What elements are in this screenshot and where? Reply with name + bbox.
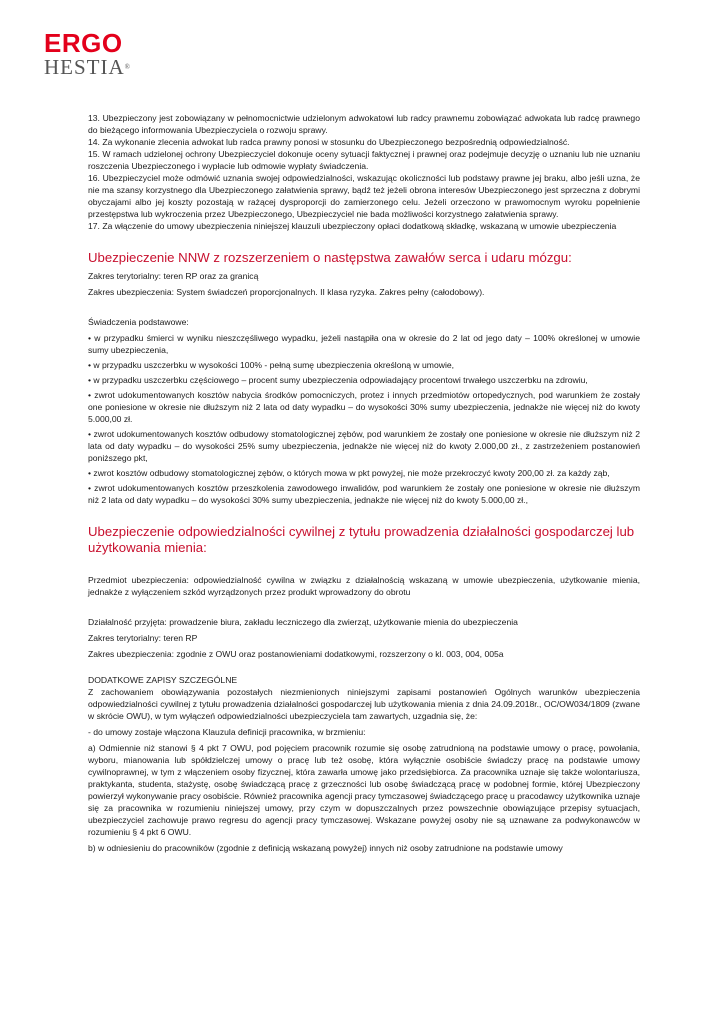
document-body xyxy=(88,112,640,854)
benefit-item: • w przypadku uszczerbku częściowego – procent sumy ubezpieczenia odpowiadający procentowi trwałego uszczerbku na zdrowiu, xyxy=(88,375,588,385)
benefit-item: • zwrot kosztów odbudowy stomatologicznej zębów, o których mowa w pkt powyżej, nie może przekroczyć kwoty 200,00 zł. za każdy ząb, xyxy=(88,468,610,478)
oc-territory: Zakres terytorialny: teren RP xyxy=(88,633,198,643)
logo-hestia-word: HESTIA xyxy=(44,55,125,79)
benefit-item: • zwrot udokumentowanych kosztów odbudowy stomatologicznej zębów, pod warunkiem że zostały one poniesione w okresie nie dłuższym niż 2 lata od daty wypadku – do wysokości 25% sumy ubezpieczenia, jednakże nie więcej niż do kwoty 2.000,00 zł., z zastrzeżeniem postanowień poniższego pkt, xyxy=(88,429,640,463)
paragraph-14: 14. Za wykonanie zlecenia adwokat lub radca prawny ponosi w stosunku do Ubezpieczonego bezpośrednią odpowiedzialność. xyxy=(88,137,570,147)
oc-subject: Przedmiot ubezpieczenia: odpowiedzialność cywilna w związku z działalnością wskazaną w umowie ubezpieczenia, użytkowanie mienia, jednakże z wyłączeniem szkód wyrządzonych przez produkt wprowadzony do obrotu xyxy=(88,575,640,597)
nnw-scope: Zakres ubezpieczenia: System świadczeń proporcjonalnych. II klasa ryzyka. Zakres pełny (całodobowy). xyxy=(88,287,485,297)
benefit-item: • zwrot udokumentowanych kosztów przeszkolenia zawodowego inwalidów, pod warunkiem że zostały one poniesione w okresie nie dłuższym niż 2 lata od daty wypadku – do wysokości 30% sumy ubezpieczenia, jednakże nie więcej niż do kwoty 5.000,00 zł., xyxy=(88,483,640,505)
benefit-item: • w przypadku śmierci w wyniku nieszczęśliwego wypadku, jeżeli nastąpiła ona w okresie do 2 lat od jego daty – 100% określonej w umowie sumy ubezpieczenia, xyxy=(88,333,640,355)
registered-mark: ® xyxy=(124,63,131,71)
benefit-item: • w przypadku uszczerbku w wysokości 100% - pełną sumę ubezpieczenia określoną w umowie, xyxy=(88,360,455,370)
paragraph-15: 15. W ramach udzielonej ochrony Ubezpieczyciel dokonuje oceny sytuacji faktycznej i prawnej oraz podejmuje decyzję o uznaniu lub nie uznaniu roszczenia Ubezpieczonego i wypłacie lub odmowie wypłaty świadczenia. xyxy=(88,149,640,171)
paragraph-16: 16. Ubezpieczyciel może odmówić uznania swojej odpowiedzialności, wskazując okoliczności lub podstawy prawne jej braku, albo jeśli uzna, że nie ma szansy korzystnego dla Ubezpieczonego załatwienia sprawy, bądź też jeżeli obrona interesów Ubezpieczonego jest sprzeczna z dobrymi obyczajami albo jej koszty pozostają w rażącej dysproporcji do zamierzonego celu. Jeżeli orzeczono w prawomocnym wyroku popełnienie przestępstwa lub wykroczenia przez Ubezpieczonego, Ubezpieczyciel nie bada możliwości korzystnego załatwienia sprawy. xyxy=(88,173,640,219)
clause-a: a) Odmiennie niż stanowi § 4 pkt 7 OWU, pod pojęciem pracownik rozumie się osobę zatrudnioną na podstawie umowy o pracę, powołania, wyboru, mianowania lub spółdzielczej umowy o pracę lub też osobę, która wyłącznie osobiście świadczy pracę na podstawie umowy cywilnoprawnej, w tym z włączeniem osoby fizycznej, która zawarła umowę jako przedsiębiorca. Za pracownika uznaje się także wolontariusza, praktykanta, studenta, stażystę, osobę świadczącą pracę z grzeczności lub osobę świadczącą pracę w podobnej formie, której Ubezpieczony powierzył wykonywanie pracy osobiście. Również pracownika agencji pracy tymczasowej świadczącego pracę u pracodawcy użytkownika uznaje się za pracownika w rozumieniu niniejszej umowy, przy czym w dopuszczalnych przez powszechnie obowiązujące przepisy sytuacjach, ubezpieczyciel zachowuje prawo regresu do agencji pracy tymczasowej. Wskazane powyżej osoby nie są uznawane za podwykonawców w rozumieniu § 4 pkt 6 OWU. xyxy=(88,743,640,837)
logo-hestia-text xyxy=(44,56,144,78)
paragraph-13: 13. Ubezpieczony jest zobowiązany w pełnomocnictwie udzielonym adwokatowi lub radcy prawnemu zobowiązać adwokata lub radcę prawnego do bieżącego informowania Ubezpieczyciela o rozwoju sprawy. xyxy=(88,113,640,135)
special-provisions-intro: Z zachowaniem obowiązywania pozostałych niezmienionych niniejszymi zapisami postanowień Ogólnych warunków ubezpieczenia odpowiedzialności cywilnej z tytułu prowadzenia działalności gospodarczej lub użytkowania mienia z dnia 24.09.2018r., OC/OW034/1809 (zwane w skrócie OWU), w tym wyłączeń odpowiedzialności ubezpieczyciela tam zawartych, uzgadnia się, że: xyxy=(88,687,640,721)
nnw-heading: Ubezpieczenie NNW z rozszerzeniem o następstwa zawałów serca i udaru mózgu: xyxy=(88,250,572,265)
benefit-item: • zwrot udokumentowanych kosztów nabycia środków pomocniczych, protez i innych przedmiotów ortopedycznych, pod warunkiem że zostały one poniesione w okresie nie dłuższym niż 2 lata od daty wypadku – do wysokości 30% sumy ubezpieczenia, jednakże nie więcej niż do kwoty 5.000,00 zł. xyxy=(88,390,640,424)
nnw-territory: Zakres terytorialny: teren RP oraz za granicą xyxy=(88,271,259,281)
special-provisions-title: DODATKOWE ZAPISY SZCZEGÓLNE xyxy=(88,675,238,685)
ergo-hestia-logo xyxy=(44,30,144,78)
logo-ergo-text: ERGO xyxy=(44,28,123,58)
oc-heading: Ubezpieczenie odpowiedzialności cywilnej z tytułu prowadzenia działalności gospodarczej lub użytkowania mienia: xyxy=(88,524,635,555)
clause-b: b) w odniesieniu do pracowników (zgodnie z definicją wskazaną powyżej) innych niż osoby zatrudnione na podstawie umowy xyxy=(88,843,563,853)
oc-activity: Działalność przyjęta: prowadzenie biura, zakładu leczniczego dla zwierząt, użytkowanie mienia do ubezpieczenia xyxy=(88,617,518,627)
paragraph-17: 17. Za włączenie do umowy ubezpieczenia niniejszej klauzuli ubezpieczony opłaci dodatkową składkę, wskazaną w umowie ubezpieczenia xyxy=(88,221,617,231)
nnw-benefits-title: Świadczenia podstawowe: xyxy=(88,317,189,327)
clause-intro: - do umowy zostaje włączona Klauzula definicji pracownika, w brzmieniu: xyxy=(88,727,366,737)
oc-scope: Zakres ubezpieczenia: zgodnie z OWU oraz postanowieniami dodatkowymi, rozszerzony o kl. 003, 004, 005a xyxy=(88,649,504,659)
